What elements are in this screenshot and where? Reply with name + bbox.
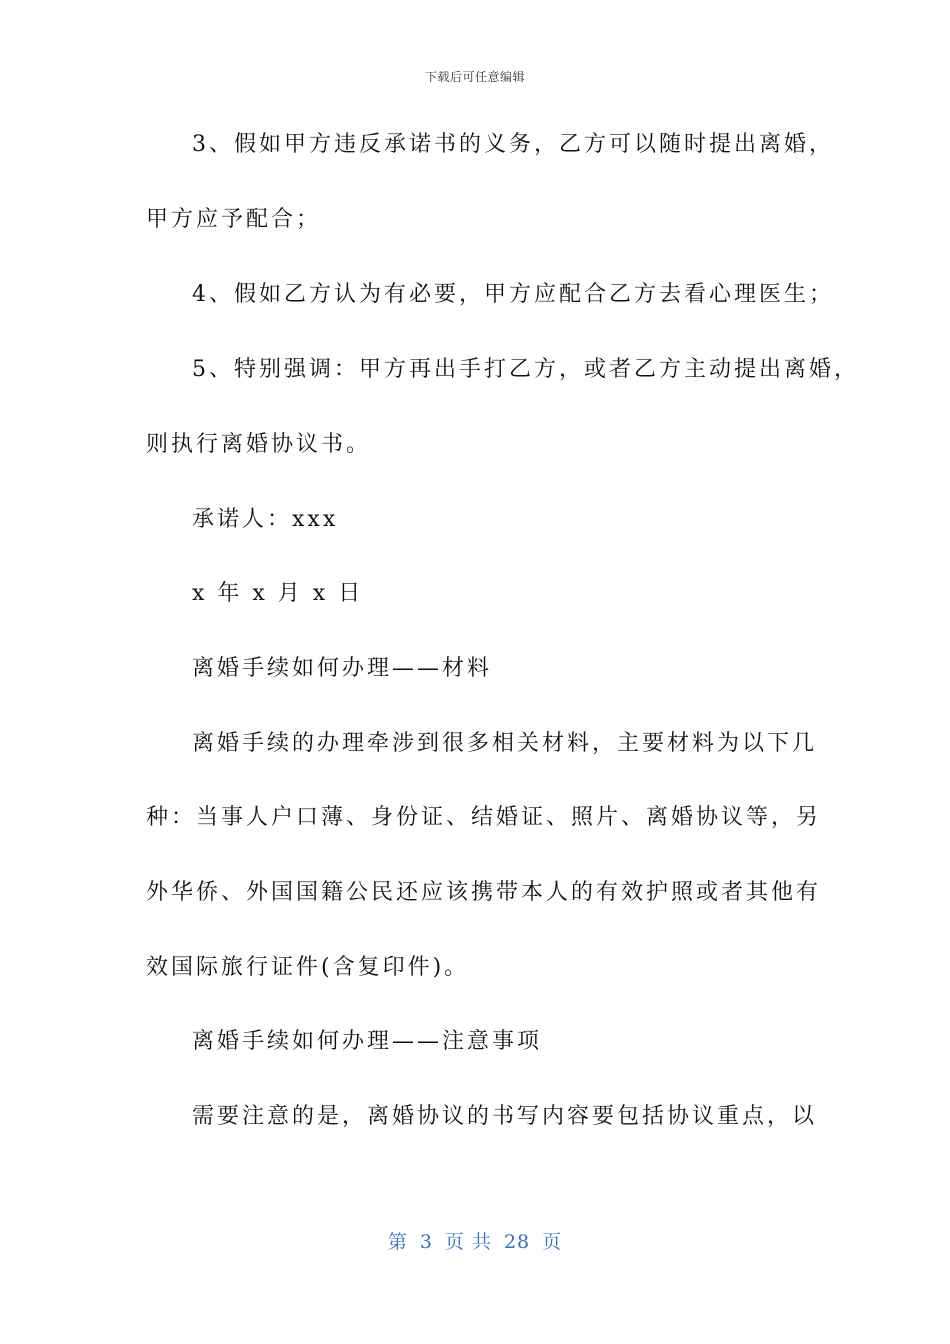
signatory-line: 承诺人：xxx xyxy=(192,507,339,532)
section-heading: 离婚手续如何办理——材料 xyxy=(192,656,493,681)
header-note: 下载后可任意编辑 xyxy=(424,70,525,84)
page-number-footer xyxy=(0,1227,950,1254)
paragraph-line: 5、特别强调：甲方再出手打乙方，或者乙方主动提出离婚， xyxy=(192,357,859,382)
footer-suffix: 页 xyxy=(542,1231,563,1253)
footer-total-pages: 28 xyxy=(503,1231,531,1253)
paragraph-line: 外华侨、外国国籍公民还应该携带本人的有效护照或者其他有 xyxy=(146,880,822,905)
date-line: x 年 x 月 x 日 xyxy=(192,581,364,606)
paragraph-line: 离婚手续的办理牵涉到很多相关材料，主要材料为以下几 xyxy=(192,731,818,756)
section-heading: 离婚手续如何办理——注意事项 xyxy=(192,1029,543,1054)
footer-prefix: 第 xyxy=(387,1231,408,1253)
paragraph-line: 甲方应予配合； xyxy=(146,207,322,232)
paragraph-line: 则执行离婚协议书。 xyxy=(146,432,372,457)
paragraph-line: 4、假如乙方认为有必要，甲方应配合乙方去看心理医生； xyxy=(192,282,834,307)
paragraph-line: 种：当事人户口薄、身份证、结婚证、照片、离婚协议等，另 xyxy=(146,805,822,830)
paragraph-line: 效国际旅行证件(含复印件)。 xyxy=(146,955,470,980)
paragraph-line: 需要注意的是，离婚协议的书写内容要包括协议重点，以 xyxy=(192,1104,818,1129)
footer-middle: 页 共 xyxy=(444,1231,492,1253)
footer-page-number: 3 xyxy=(419,1231,433,1253)
paragraph-line: 3、假如甲方违反承诺书的义务，乙方可以随时提出离婚， xyxy=(192,132,834,157)
